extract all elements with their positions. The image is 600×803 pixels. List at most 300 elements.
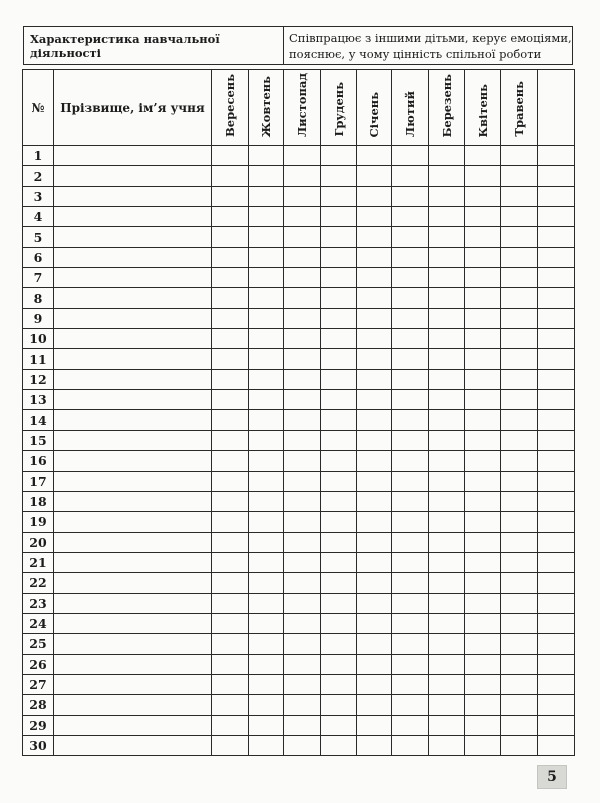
month-mark-cell[interactable] [538,573,575,593]
month-mark-cell[interactable] [465,552,501,572]
month-mark-cell[interactable] [321,369,357,389]
month-mark-cell[interactable] [501,512,538,532]
month-mark-cell[interactable] [249,349,284,369]
month-mark-cell[interactable] [357,369,392,389]
month-mark-cell[interactable] [465,634,501,654]
month-mark-cell[interactable] [465,369,501,389]
month-mark-cell[interactable] [284,634,321,654]
month-mark-cell[interactable] [357,552,392,572]
month-mark-cell[interactable] [321,715,357,735]
month-mark-cell[interactable] [357,186,392,206]
month-mark-cell[interactable] [212,512,249,532]
month-mark-cell[interactable] [465,532,501,552]
month-mark-cell[interactable] [392,186,429,206]
month-mark-cell[interactable] [321,613,357,633]
month-mark-cell[interactable] [501,186,538,206]
month-mark-cell[interactable] [392,552,429,572]
month-mark-cell[interactable] [249,695,284,715]
month-mark-cell[interactable] [501,146,538,166]
month-mark-cell[interactable] [538,247,575,267]
month-mark-cell[interactable] [249,308,284,328]
student-name-cell[interactable] [54,186,212,206]
month-mark-cell[interactable] [321,207,357,227]
month-mark-cell[interactable] [357,491,392,511]
month-mark-cell[interactable] [212,471,249,491]
month-mark-cell[interactable] [392,227,429,247]
month-mark-cell[interactable] [392,634,429,654]
month-mark-cell[interactable] [212,532,249,552]
month-mark-cell[interactable] [357,695,392,715]
month-mark-cell[interactable] [501,451,538,471]
month-mark-cell[interactable] [465,329,501,349]
month-mark-cell[interactable] [249,512,284,532]
month-mark-cell[interactable] [249,715,284,735]
month-mark-cell[interactable] [465,247,501,267]
month-mark-cell[interactable] [321,288,357,308]
month-mark-cell[interactable] [465,695,501,715]
month-mark-cell[interactable] [284,695,321,715]
month-mark-cell[interactable] [357,715,392,735]
month-mark-cell[interactable] [357,308,392,328]
month-mark-cell[interactable] [501,634,538,654]
month-mark-cell[interactable] [392,369,429,389]
month-mark-cell[interactable] [321,146,357,166]
month-mark-cell[interactable] [284,674,321,694]
month-mark-cell[interactable] [465,593,501,613]
month-mark-cell[interactable] [249,410,284,430]
month-mark-cell[interactable] [465,146,501,166]
month-mark-cell[interactable] [465,268,501,288]
month-mark-cell[interactable] [212,247,249,267]
month-mark-cell[interactable] [538,410,575,430]
month-mark-cell[interactable] [501,227,538,247]
month-mark-cell[interactable] [501,532,538,552]
month-mark-cell[interactable] [429,166,465,186]
month-mark-cell[interactable] [357,227,392,247]
student-name-cell[interactable] [54,674,212,694]
month-mark-cell[interactable] [501,674,538,694]
month-mark-cell[interactable] [392,532,429,552]
month-mark-cell[interactable] [538,146,575,166]
month-mark-cell[interactable] [501,308,538,328]
month-mark-cell[interactable] [465,471,501,491]
month-mark-cell[interactable] [429,491,465,511]
month-mark-cell[interactable] [284,735,321,755]
month-mark-cell[interactable] [321,166,357,186]
month-mark-cell[interactable] [284,268,321,288]
month-mark-cell[interactable] [501,247,538,267]
student-name-cell[interactable] [54,654,212,674]
month-mark-cell[interactable] [429,573,465,593]
month-mark-cell[interactable] [249,288,284,308]
month-mark-cell[interactable] [321,247,357,267]
month-mark-cell[interactable] [249,430,284,450]
month-mark-cell[interactable] [249,471,284,491]
month-mark-cell[interactable] [284,512,321,532]
month-mark-cell[interactable] [357,532,392,552]
month-mark-cell[interactable] [501,390,538,410]
month-mark-cell[interactable] [321,532,357,552]
month-mark-cell[interactable] [321,390,357,410]
student-name-cell[interactable] [54,430,212,450]
month-mark-cell[interactable] [249,552,284,572]
month-mark-cell[interactable] [321,573,357,593]
month-mark-cell[interactable] [249,227,284,247]
month-mark-cell[interactable] [429,390,465,410]
month-mark-cell[interactable] [284,715,321,735]
month-mark-cell[interactable] [429,329,465,349]
month-mark-cell[interactable] [429,634,465,654]
month-mark-cell[interactable] [501,430,538,450]
month-mark-cell[interactable] [501,268,538,288]
month-mark-cell[interactable] [284,166,321,186]
month-mark-cell[interactable] [538,552,575,572]
month-mark-cell[interactable] [321,430,357,450]
month-mark-cell[interactable] [392,390,429,410]
month-mark-cell[interactable] [538,593,575,613]
month-mark-cell[interactable] [392,166,429,186]
month-mark-cell[interactable] [321,491,357,511]
student-name-cell[interactable] [54,227,212,247]
month-mark-cell[interactable] [392,491,429,511]
month-mark-cell[interactable] [321,308,357,328]
month-mark-cell[interactable] [284,593,321,613]
month-mark-cell[interactable] [321,471,357,491]
month-mark-cell[interactable] [212,308,249,328]
month-mark-cell[interactable] [465,349,501,369]
month-mark-cell[interactable] [429,146,465,166]
month-mark-cell[interactable] [321,695,357,715]
student-name-cell[interactable] [54,695,212,715]
month-mark-cell[interactable] [249,634,284,654]
month-mark-cell[interactable] [357,268,392,288]
month-mark-cell[interactable] [501,613,538,633]
month-mark-cell[interactable] [249,451,284,471]
month-mark-cell[interactable] [501,593,538,613]
month-mark-cell[interactable] [538,735,575,755]
month-mark-cell[interactable] [284,532,321,552]
month-mark-cell[interactable] [357,349,392,369]
month-mark-cell[interactable] [212,268,249,288]
month-mark-cell[interactable] [212,491,249,511]
month-mark-cell[interactable] [392,207,429,227]
month-mark-cell[interactable] [357,451,392,471]
month-mark-cell[interactable] [249,186,284,206]
month-mark-cell[interactable] [212,593,249,613]
month-mark-cell[interactable] [392,613,429,633]
month-mark-cell[interactable] [501,410,538,430]
student-name-cell[interactable] [54,207,212,227]
month-mark-cell[interactable] [429,715,465,735]
month-mark-cell[interactable] [465,573,501,593]
month-mark-cell[interactable] [284,390,321,410]
month-mark-cell[interactable] [429,430,465,450]
month-mark-cell[interactable] [501,288,538,308]
month-mark-cell[interactable] [284,573,321,593]
month-mark-cell[interactable] [501,552,538,572]
month-mark-cell[interactable] [284,451,321,471]
month-mark-cell[interactable] [429,532,465,552]
month-mark-cell[interactable] [429,410,465,430]
month-mark-cell[interactable] [392,268,429,288]
month-mark-cell[interactable] [538,654,575,674]
student-name-cell[interactable] [54,451,212,471]
month-mark-cell[interactable] [465,410,501,430]
month-mark-cell[interactable] [284,349,321,369]
month-mark-cell[interactable] [538,186,575,206]
month-mark-cell[interactable] [357,166,392,186]
month-mark-cell[interactable] [501,471,538,491]
month-mark-cell[interactable] [321,512,357,532]
month-mark-cell[interactable] [212,166,249,186]
month-mark-cell[interactable] [392,247,429,267]
month-mark-cell[interactable] [392,349,429,369]
month-mark-cell[interactable] [429,186,465,206]
month-mark-cell[interactable] [321,349,357,369]
month-mark-cell[interactable] [429,512,465,532]
month-mark-cell[interactable] [357,390,392,410]
month-mark-cell[interactable] [465,207,501,227]
month-mark-cell[interactable] [357,674,392,694]
month-mark-cell[interactable] [538,369,575,389]
month-mark-cell[interactable] [212,430,249,450]
student-name-cell[interactable] [54,410,212,430]
month-mark-cell[interactable] [501,654,538,674]
student-name-cell[interactable] [54,735,212,755]
month-mark-cell[interactable] [538,166,575,186]
month-mark-cell[interactable] [284,329,321,349]
month-mark-cell[interactable] [465,674,501,694]
month-mark-cell[interactable] [538,512,575,532]
month-mark-cell[interactable] [429,207,465,227]
month-mark-cell[interactable] [538,329,575,349]
month-mark-cell[interactable] [465,390,501,410]
month-mark-cell[interactable] [392,512,429,532]
month-mark-cell[interactable] [465,308,501,328]
month-mark-cell[interactable] [249,674,284,694]
month-mark-cell[interactable] [212,369,249,389]
month-mark-cell[interactable] [538,613,575,633]
month-mark-cell[interactable] [357,146,392,166]
month-mark-cell[interactable] [538,349,575,369]
month-mark-cell[interactable] [357,573,392,593]
month-mark-cell[interactable] [429,369,465,389]
month-mark-cell[interactable] [249,735,284,755]
month-mark-cell[interactable] [321,227,357,247]
month-mark-cell[interactable] [212,390,249,410]
month-mark-cell[interactable] [321,329,357,349]
month-mark-cell[interactable] [249,613,284,633]
month-mark-cell[interactable] [392,735,429,755]
month-mark-cell[interactable] [429,349,465,369]
month-mark-cell[interactable] [249,573,284,593]
month-mark-cell[interactable] [392,288,429,308]
student-name-cell[interactable] [54,715,212,735]
month-mark-cell[interactable] [429,593,465,613]
month-mark-cell[interactable] [284,308,321,328]
month-mark-cell[interactable] [357,430,392,450]
month-mark-cell[interactable] [212,695,249,715]
month-mark-cell[interactable] [392,308,429,328]
month-mark-cell[interactable] [429,451,465,471]
month-mark-cell[interactable] [538,471,575,491]
month-mark-cell[interactable] [212,634,249,654]
month-mark-cell[interactable] [392,430,429,450]
month-mark-cell[interactable] [212,410,249,430]
month-mark-cell[interactable] [392,593,429,613]
month-mark-cell[interactable] [212,146,249,166]
student-name-cell[interactable] [54,146,212,166]
month-mark-cell[interactable] [357,512,392,532]
month-mark-cell[interactable] [392,715,429,735]
month-mark-cell[interactable] [465,451,501,471]
month-mark-cell[interactable] [538,268,575,288]
month-mark-cell[interactable] [465,654,501,674]
month-mark-cell[interactable] [429,288,465,308]
month-mark-cell[interactable] [357,735,392,755]
month-mark-cell[interactable] [538,207,575,227]
month-mark-cell[interactable] [212,654,249,674]
month-mark-cell[interactable] [212,288,249,308]
month-mark-cell[interactable] [284,654,321,674]
month-mark-cell[interactable] [249,369,284,389]
month-mark-cell[interactable] [538,715,575,735]
month-mark-cell[interactable] [501,573,538,593]
month-mark-cell[interactable] [392,451,429,471]
month-mark-cell[interactable] [538,227,575,247]
month-mark-cell[interactable] [538,451,575,471]
month-mark-cell[interactable] [284,552,321,572]
student-name-cell[interactable] [54,532,212,552]
month-mark-cell[interactable] [249,166,284,186]
month-mark-cell[interactable] [538,390,575,410]
student-name-cell[interactable] [54,268,212,288]
month-mark-cell[interactable] [465,613,501,633]
month-mark-cell[interactable] [392,573,429,593]
month-mark-cell[interactable] [284,491,321,511]
month-mark-cell[interactable] [538,430,575,450]
month-mark-cell[interactable] [465,166,501,186]
month-mark-cell[interactable] [465,715,501,735]
month-mark-cell[interactable] [321,674,357,694]
month-mark-cell[interactable] [284,471,321,491]
month-mark-cell[interactable] [392,329,429,349]
month-mark-cell[interactable] [465,491,501,511]
month-mark-cell[interactable] [357,288,392,308]
month-mark-cell[interactable] [429,695,465,715]
month-mark-cell[interactable] [249,593,284,613]
student-name-cell[interactable] [54,247,212,267]
student-name-cell[interactable] [54,308,212,328]
student-name-cell[interactable] [54,166,212,186]
month-mark-cell[interactable] [538,288,575,308]
month-mark-cell[interactable] [538,491,575,511]
month-mark-cell[interactable] [249,390,284,410]
month-mark-cell[interactable] [465,186,501,206]
month-mark-cell[interactable] [284,410,321,430]
month-mark-cell[interactable] [212,329,249,349]
month-mark-cell[interactable] [357,207,392,227]
month-mark-cell[interactable] [321,451,357,471]
student-name-cell[interactable] [54,471,212,491]
month-mark-cell[interactable] [249,146,284,166]
student-name-cell[interactable] [54,369,212,389]
month-mark-cell[interactable] [465,512,501,532]
month-mark-cell[interactable] [501,715,538,735]
month-mark-cell[interactable] [249,247,284,267]
month-mark-cell[interactable] [429,247,465,267]
month-mark-cell[interactable] [501,369,538,389]
month-mark-cell[interactable] [429,613,465,633]
student-name-cell[interactable] [54,593,212,613]
month-mark-cell[interactable] [321,552,357,572]
month-mark-cell[interactable] [429,674,465,694]
month-mark-cell[interactable] [357,247,392,267]
month-mark-cell[interactable] [429,268,465,288]
month-mark-cell[interactable] [429,227,465,247]
month-mark-cell[interactable] [501,491,538,511]
month-mark-cell[interactable] [357,634,392,654]
month-mark-cell[interactable] [501,735,538,755]
student-name-cell[interactable] [54,552,212,572]
student-name-cell[interactable] [54,288,212,308]
month-mark-cell[interactable] [321,654,357,674]
month-mark-cell[interactable] [392,146,429,166]
month-mark-cell[interactable] [284,430,321,450]
month-mark-cell[interactable] [538,532,575,552]
month-mark-cell[interactable] [357,613,392,633]
student-name-cell[interactable] [54,491,212,511]
month-mark-cell[interactable] [538,308,575,328]
month-mark-cell[interactable] [501,695,538,715]
student-name-cell[interactable] [54,573,212,593]
month-mark-cell[interactable] [465,227,501,247]
month-mark-cell[interactable] [212,552,249,572]
month-mark-cell[interactable] [321,186,357,206]
month-mark-cell[interactable] [429,308,465,328]
month-mark-cell[interactable] [212,451,249,471]
month-mark-cell[interactable] [212,227,249,247]
month-mark-cell[interactable] [212,186,249,206]
month-mark-cell[interactable] [392,410,429,430]
student-name-cell[interactable] [54,634,212,654]
month-mark-cell[interactable] [284,288,321,308]
month-mark-cell[interactable] [284,247,321,267]
month-mark-cell[interactable] [284,369,321,389]
student-name-cell[interactable] [54,349,212,369]
month-mark-cell[interactable] [465,288,501,308]
month-mark-cell[interactable] [212,349,249,369]
month-mark-cell[interactable] [249,491,284,511]
month-mark-cell[interactable] [284,613,321,633]
student-name-cell[interactable] [54,512,212,532]
student-name-cell[interactable] [54,613,212,633]
month-mark-cell[interactable] [538,695,575,715]
month-mark-cell[interactable] [284,146,321,166]
month-mark-cell[interactable] [212,573,249,593]
month-mark-cell[interactable] [465,430,501,450]
month-mark-cell[interactable] [212,674,249,694]
month-mark-cell[interactable] [538,634,575,654]
month-mark-cell[interactable] [357,593,392,613]
month-mark-cell[interactable] [501,329,538,349]
month-mark-cell[interactable] [429,471,465,491]
month-mark-cell[interactable] [249,532,284,552]
month-mark-cell[interactable] [212,715,249,735]
month-mark-cell[interactable] [284,207,321,227]
month-mark-cell[interactable] [465,735,501,755]
month-mark-cell[interactable] [321,268,357,288]
